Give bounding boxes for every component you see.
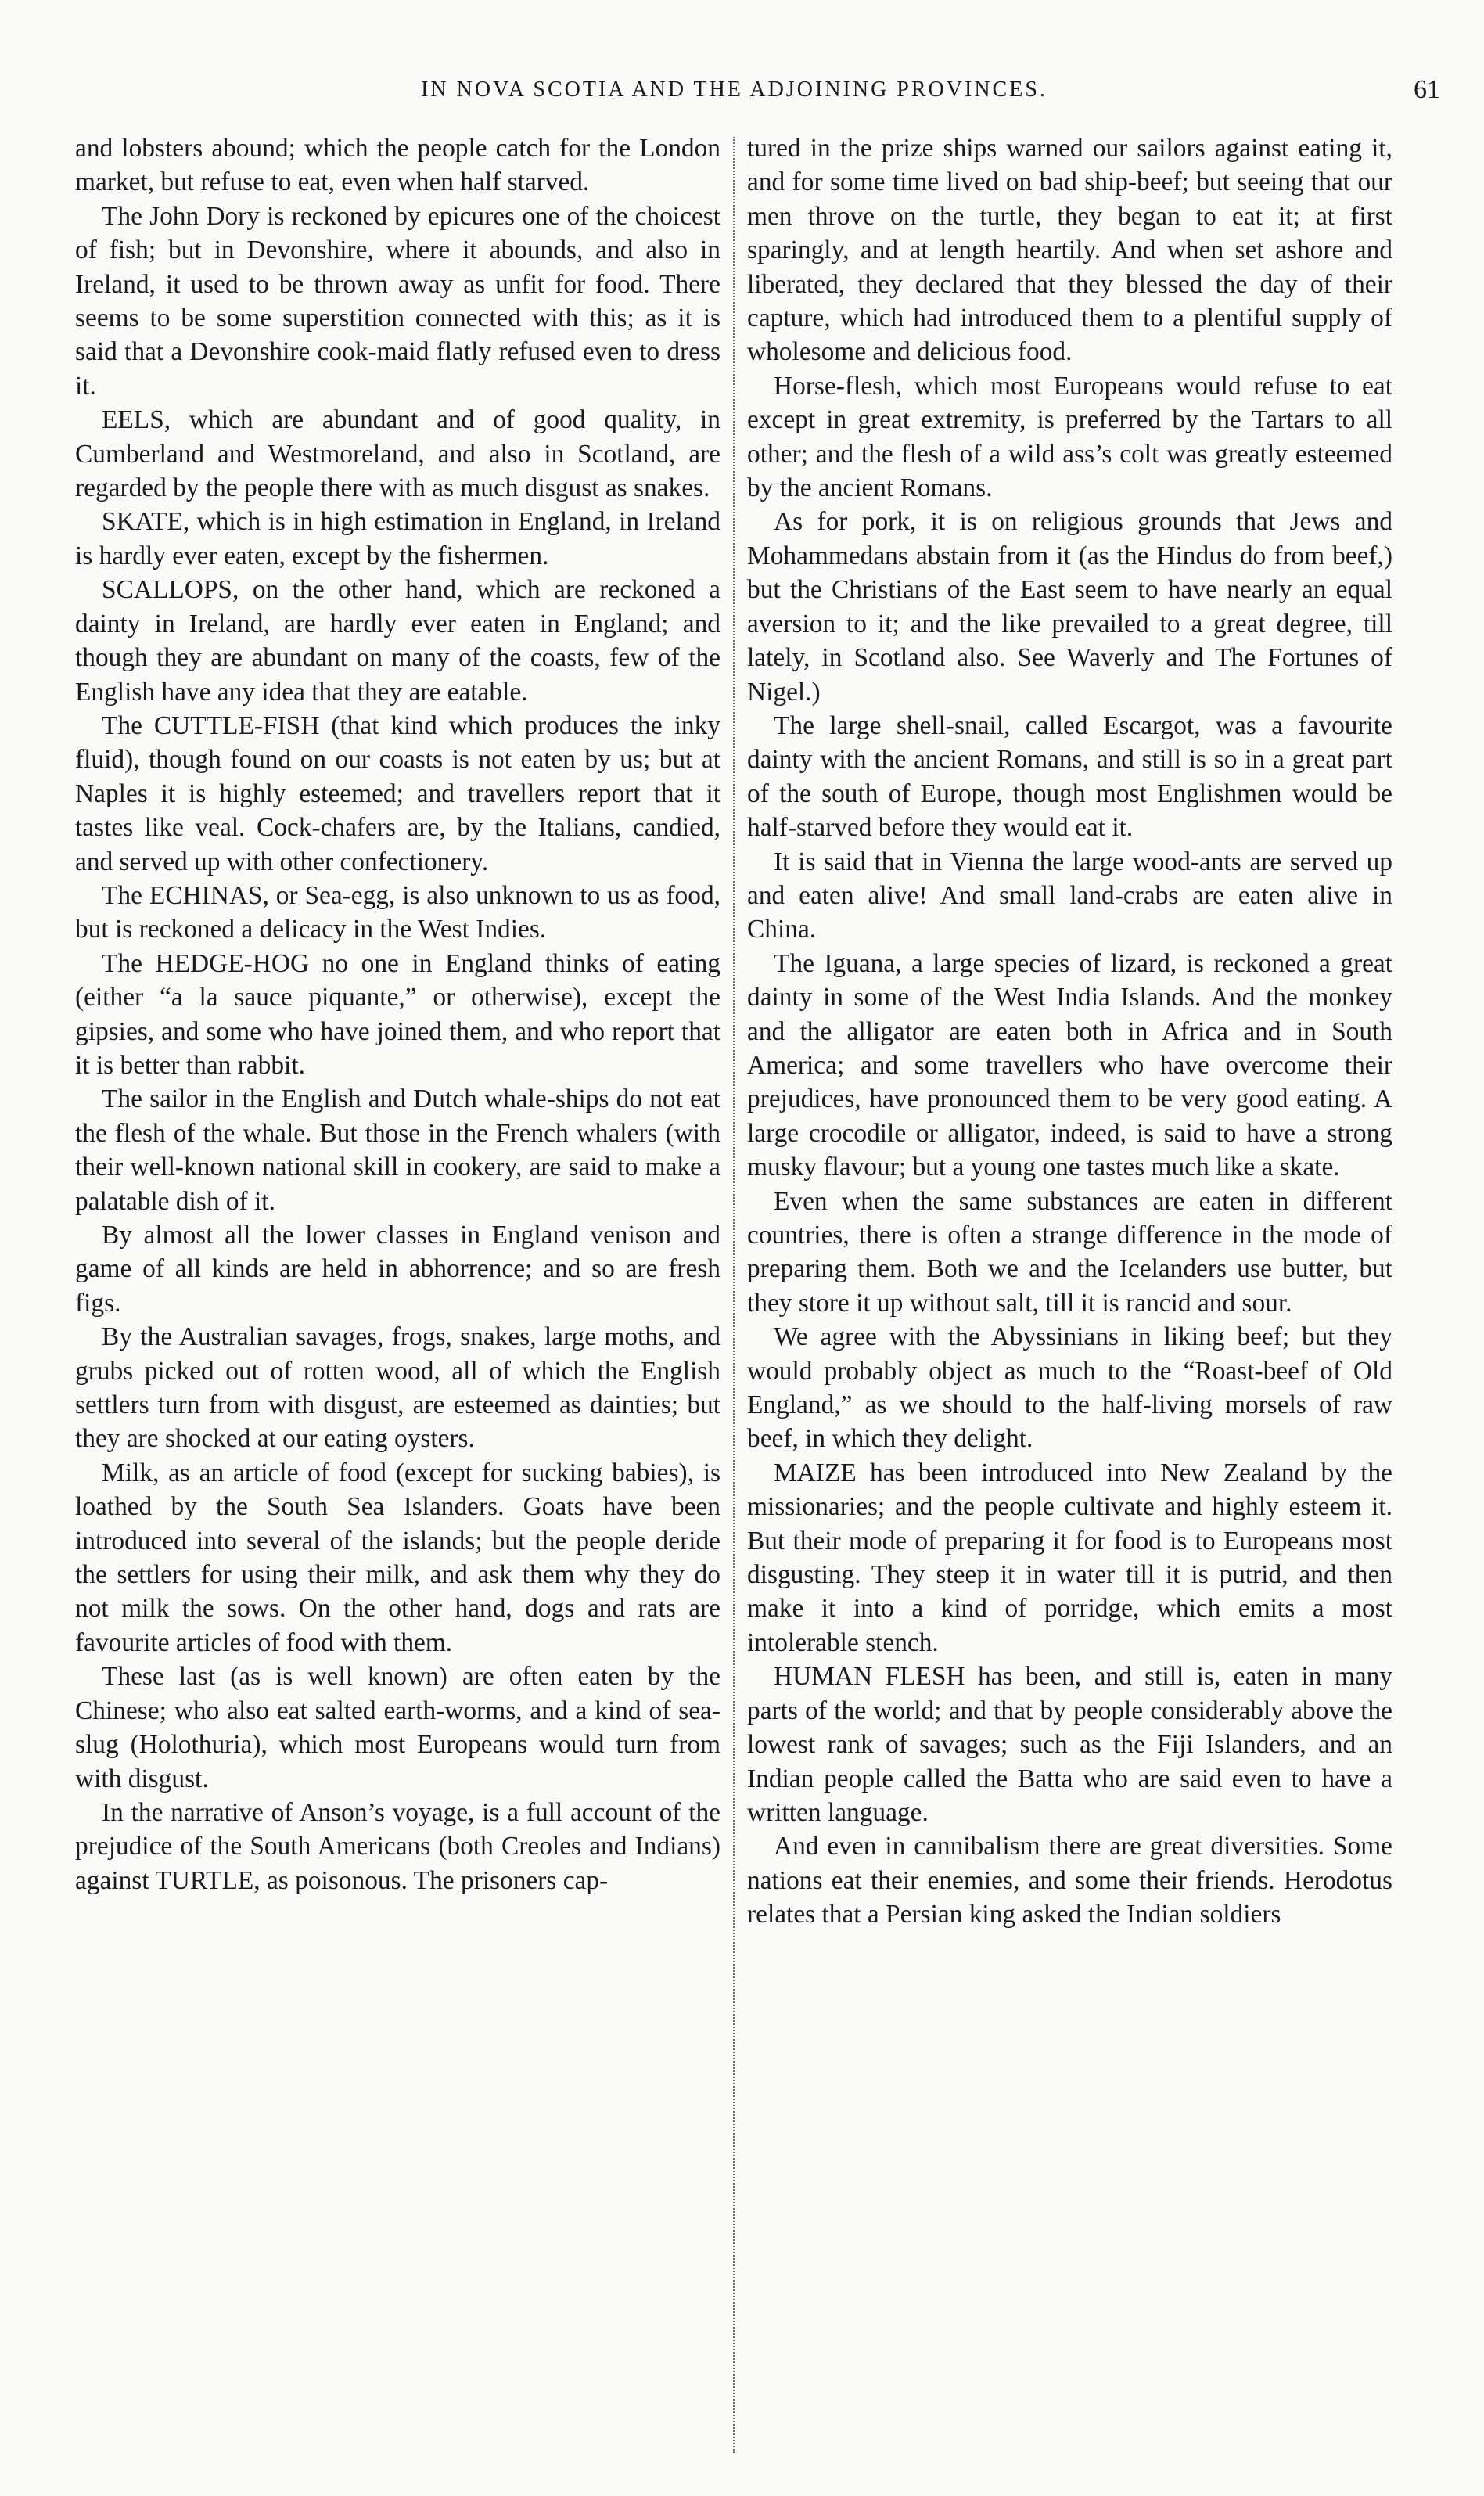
paragraph: It is said that in Vienna the large wood-ants are served up and eaten alive! And small land-crabs are eaten alive in China. <box>747 847 1392 944</box>
right-column <box>747 131 1392 1932</box>
running-title: IN NOVA SCOTIA AND THE ADJOINING PROVINCES. <box>421 77 1047 102</box>
paragraph: In the narrative of Anson’s voyage, is a full account of the prejudice of the South Americans (both Creoles and Indians) against TURTLE, as poisonous. The prisoners cap- <box>75 1797 720 1895</box>
running-header <box>75 70 1440 110</box>
paragraph: EELS, which are abundant and of good quality, in Cumberland and Westmoreland, and also in Scotland, are regarded by the people there with as much disgust as snakes. <box>75 405 720 503</box>
paragraph: The ECHINAS, or Sea-egg, is also unknown to us as food, but is reckoned a delicacy in the West Indies. <box>75 880 720 944</box>
paragraph: SKATE, which is in high estimation in England, in Ireland is hardly ever eaten, except by the fishermen. <box>75 507 720 570</box>
paragraph: MAIZE has been introduced into New Zealand by the missionaries; and the people cultivate and highly esteem it. But their mode of preparing it for food is to Europeans most disgusting. They steep it in water till it is putrid, and then make it into a kind of porridge, which emits a most intolerable stench. <box>747 1458 1392 1657</box>
paragraph: These last (as is well known) are often eaten by the Chinese; who also eat salted earth-worms, and a kind of sea-slug (Holothuria), which most Europeans would turn from with disgust. <box>75 1662 720 1793</box>
paragraph: The large shell-snail, called Escargot, was a favourite dainty with the ancient Romans, and still is so in a great part of the south of Europe, though most Englishmen would be half-starved before they would eat it. <box>747 710 1392 843</box>
paragraph: Horse-flesh, which most Europeans would refuse to eat except in great extremity, is preferred by the Tartars to all other; and the flesh of a wild ass’s colt was greatly esteemed by the ancient Romans. <box>747 371 1392 503</box>
paragraph: The HEDGE-HOG no one in England thinks of eating (either “a la sauce piquante,” or otherwise), except the gipsies, and some who have joined them, and who report that it is better than rabbit. <box>75 948 720 1080</box>
paragraph: SCALLOPS, on the other hand, which are reckoned a dainty in Ireland, are hardly ever eaten in England; and though they are abundant on many of the coasts, few of the English have any idea that they are eatable. <box>75 575 720 707</box>
paragraph: Even when the same substances are eaten in different countries, there is often a strange difference in the mode of preparing them. Both we and the Icelanders use butter, but they store it up without salt, till it is rancid and sour. <box>747 1186 1392 1318</box>
page-number: 61 <box>1414 75 1440 104</box>
paragraph: The Iguana, a large species of lizard, is reckoned a great dainty in some of the West India Islands. And the monkey and the alligator are eaten both in Africa and in South America; and some travellers who have overcome their prejudices, have pronounced them to be very good eating. A large crocodile or alligator, indeed, is said to have a strong musky flavour; but a young one tastes much like a skate. <box>747 948 1392 1182</box>
paragraph: HUMAN FLESH has been, and still is, eaten in many parts of the world; and that by people considerably above the lowest rank of savages; such as the Fiji Islanders, and an Indian people called the Batta who are said even to have a written language. <box>747 1662 1392 1827</box>
paragraph: As for pork, it is on religious grounds that Jews and Mohammedans abstain from it (as the Hindus do from beef,) but the Christians of the East seem to have nearly an equal aversion to it; and the like prevailed to a great degree, till lately, in Scotland also. See Waverly and The Fortunes of Nigel.) <box>747 507 1392 707</box>
paragraph: Milk, as an article of food (except for sucking babies), is loathed by the South Sea Islanders. Goats have been introduced into several of the islands; but the people deride the settlers for using their milk, and ask them why they do not milk the sows. On the other hand, dogs and rats are favourite articles of food with them. <box>75 1458 720 1657</box>
paragraph: and lobsters abound; which the people catch for the London market, but refuse to eat, even when half starved. <box>75 134 720 197</box>
paragraph: And even in cannibalism there are great diversities. Some nations eat their enemies, and some their friends. Herodotus relates that a Persian king asked the Indian soldiers <box>747 1832 1392 1930</box>
paragraph: tured in the prize ships warned our sailors against eating it, and for some time lived on bad ship-beef; but seeing that our men throve on the turtle, they began to eat it; at first sparingly, and at length heartily. And when set ashore and liberated, they declared that they blessed the day of their capture, which had introduced them to a plentiful supply of wholesome and delicious food. <box>747 134 1392 367</box>
paragraph: The sailor in the English and Dutch whale-ships do not eat the flesh of the whale. But those in the French whalers (with their well-known national skill in cookery, are said to make a palatable dish of it. <box>75 1084 720 1216</box>
paragraph: The CUTTLE-FISH (that kind which produces the inky fluid), though found on our coasts is not eaten by us; but at Naples it is highly esteemed; and travellers report that it tastes like veal. Cock-chafers are, by the Italians, candied, and served up with other confectionery. <box>75 710 720 876</box>
paragraph: The John Dory is reckoned by epicures one of the choicest of fish; but in Devonshire, where it abounds, and also in Ireland, it used to be thrown away as unfit for food. There seems to be some superstition connected with this; as it is said that a Devonshire cook-maid flatly refused even to dress it. <box>75 201 720 401</box>
column-divider <box>733 137 735 2453</box>
left-column <box>75 131 720 1897</box>
paragraph: By the Australian savages, frogs, snakes, large moths, and grubs picked out of rotten wood, all of which the English settlers turn from with disgust, are esteemed as dainties; but they are shocked at our eating oysters. <box>75 1322 720 1454</box>
paragraph: We agree with the Abyssinians in liking beef; but they would probably object as much to the “Roast-beef of Old England,” as we should to the half-living morsels of raw beef, in which they delight. <box>747 1322 1392 1454</box>
paragraph: By almost all the lower classes in England venison and game of all kinds are held in abhorrence; and so are fresh figs. <box>75 1221 720 1318</box>
